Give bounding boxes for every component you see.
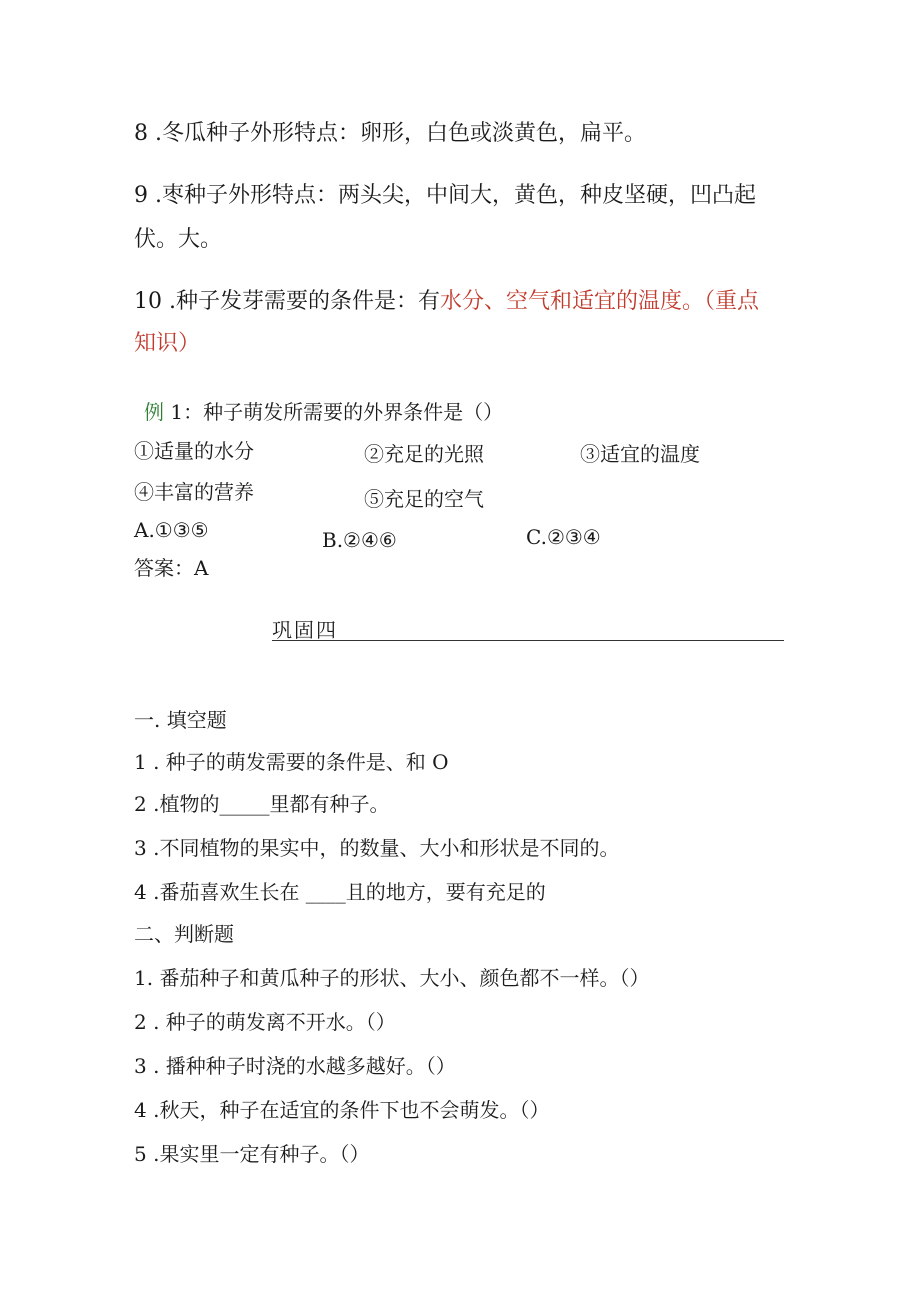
note-10-line2: 知识） <box>134 331 201 356</box>
choice-a: A.①③⑤ <box>134 518 209 542</box>
option-3: ③适宜的温度 <box>580 442 700 466</box>
judge-item-2: 2 . 种子的萌发离不开水。（） <box>134 1010 396 1034</box>
fill-item-2: 2 .植物的_____里都有种子。 <box>134 792 390 816</box>
note-10-line1 <box>134 284 759 315</box>
section-title: 巩固四 <box>272 618 338 642</box>
note-9-line1: 9 .枣种子外形特点：两头尖，中间大，黄色，种皮坚硬，凹凸起 <box>134 183 756 208</box>
judge-heading: 二、判断题 <box>134 922 234 946</box>
judge-item-4: 4 .秋天，种子在适宜的条件下也不会萌发。（） <box>134 1098 550 1122</box>
fill-item-4: 4 .番茄喜欢生长在 ____且的地方，要有充足的 <box>134 880 546 904</box>
option-1: ①适量的水分 <box>134 439 254 463</box>
example-question-text: 1：种子萌发所需要的外界条件是（） <box>164 400 504 424</box>
example-question <box>144 396 503 425</box>
option-5: ⑤充足的空气 <box>364 487 484 511</box>
note-10-prefix: 10 .种子发芽需要的条件是：有 <box>134 289 440 314</box>
option-2: ②充足的光照 <box>364 442 484 466</box>
judge-item-1: 1. 番茄种子和黄瓜种子的形状、大小、颜色都不一样。（） <box>134 966 650 990</box>
example-answer: 答案：A <box>134 556 209 580</box>
fill-item-3: 3 .不同植物的果实中，的数量、大小和形状是不同的。 <box>134 836 620 860</box>
judge-item-3: 3 . 播种种子时浇的水越多越好。（） <box>134 1054 456 1078</box>
fill-heading: 一. 填空题 <box>134 708 227 732</box>
choice-c: C.②③④ <box>526 525 601 549</box>
judge-item-5: 5 .果实里一定有种子。（） <box>134 1142 370 1166</box>
note-10-key-point: 水分、空气和适宜的温度。（重点 <box>439 289 759 314</box>
fill-item-1: 1 . 种子的萌发需要的条件是、和 O <box>134 750 449 774</box>
section-divider <box>272 640 784 641</box>
example-tag: 例 <box>144 400 164 424</box>
choice-b: B.②④⑥ <box>322 528 397 552</box>
note-8: 8 .冬瓜种子外形特点：卵形，白色或淡黄色，扁平。 <box>134 121 646 146</box>
note-9-line2: 伏。大。 <box>134 227 223 252</box>
option-4: ④丰富的营养 <box>134 480 254 504</box>
